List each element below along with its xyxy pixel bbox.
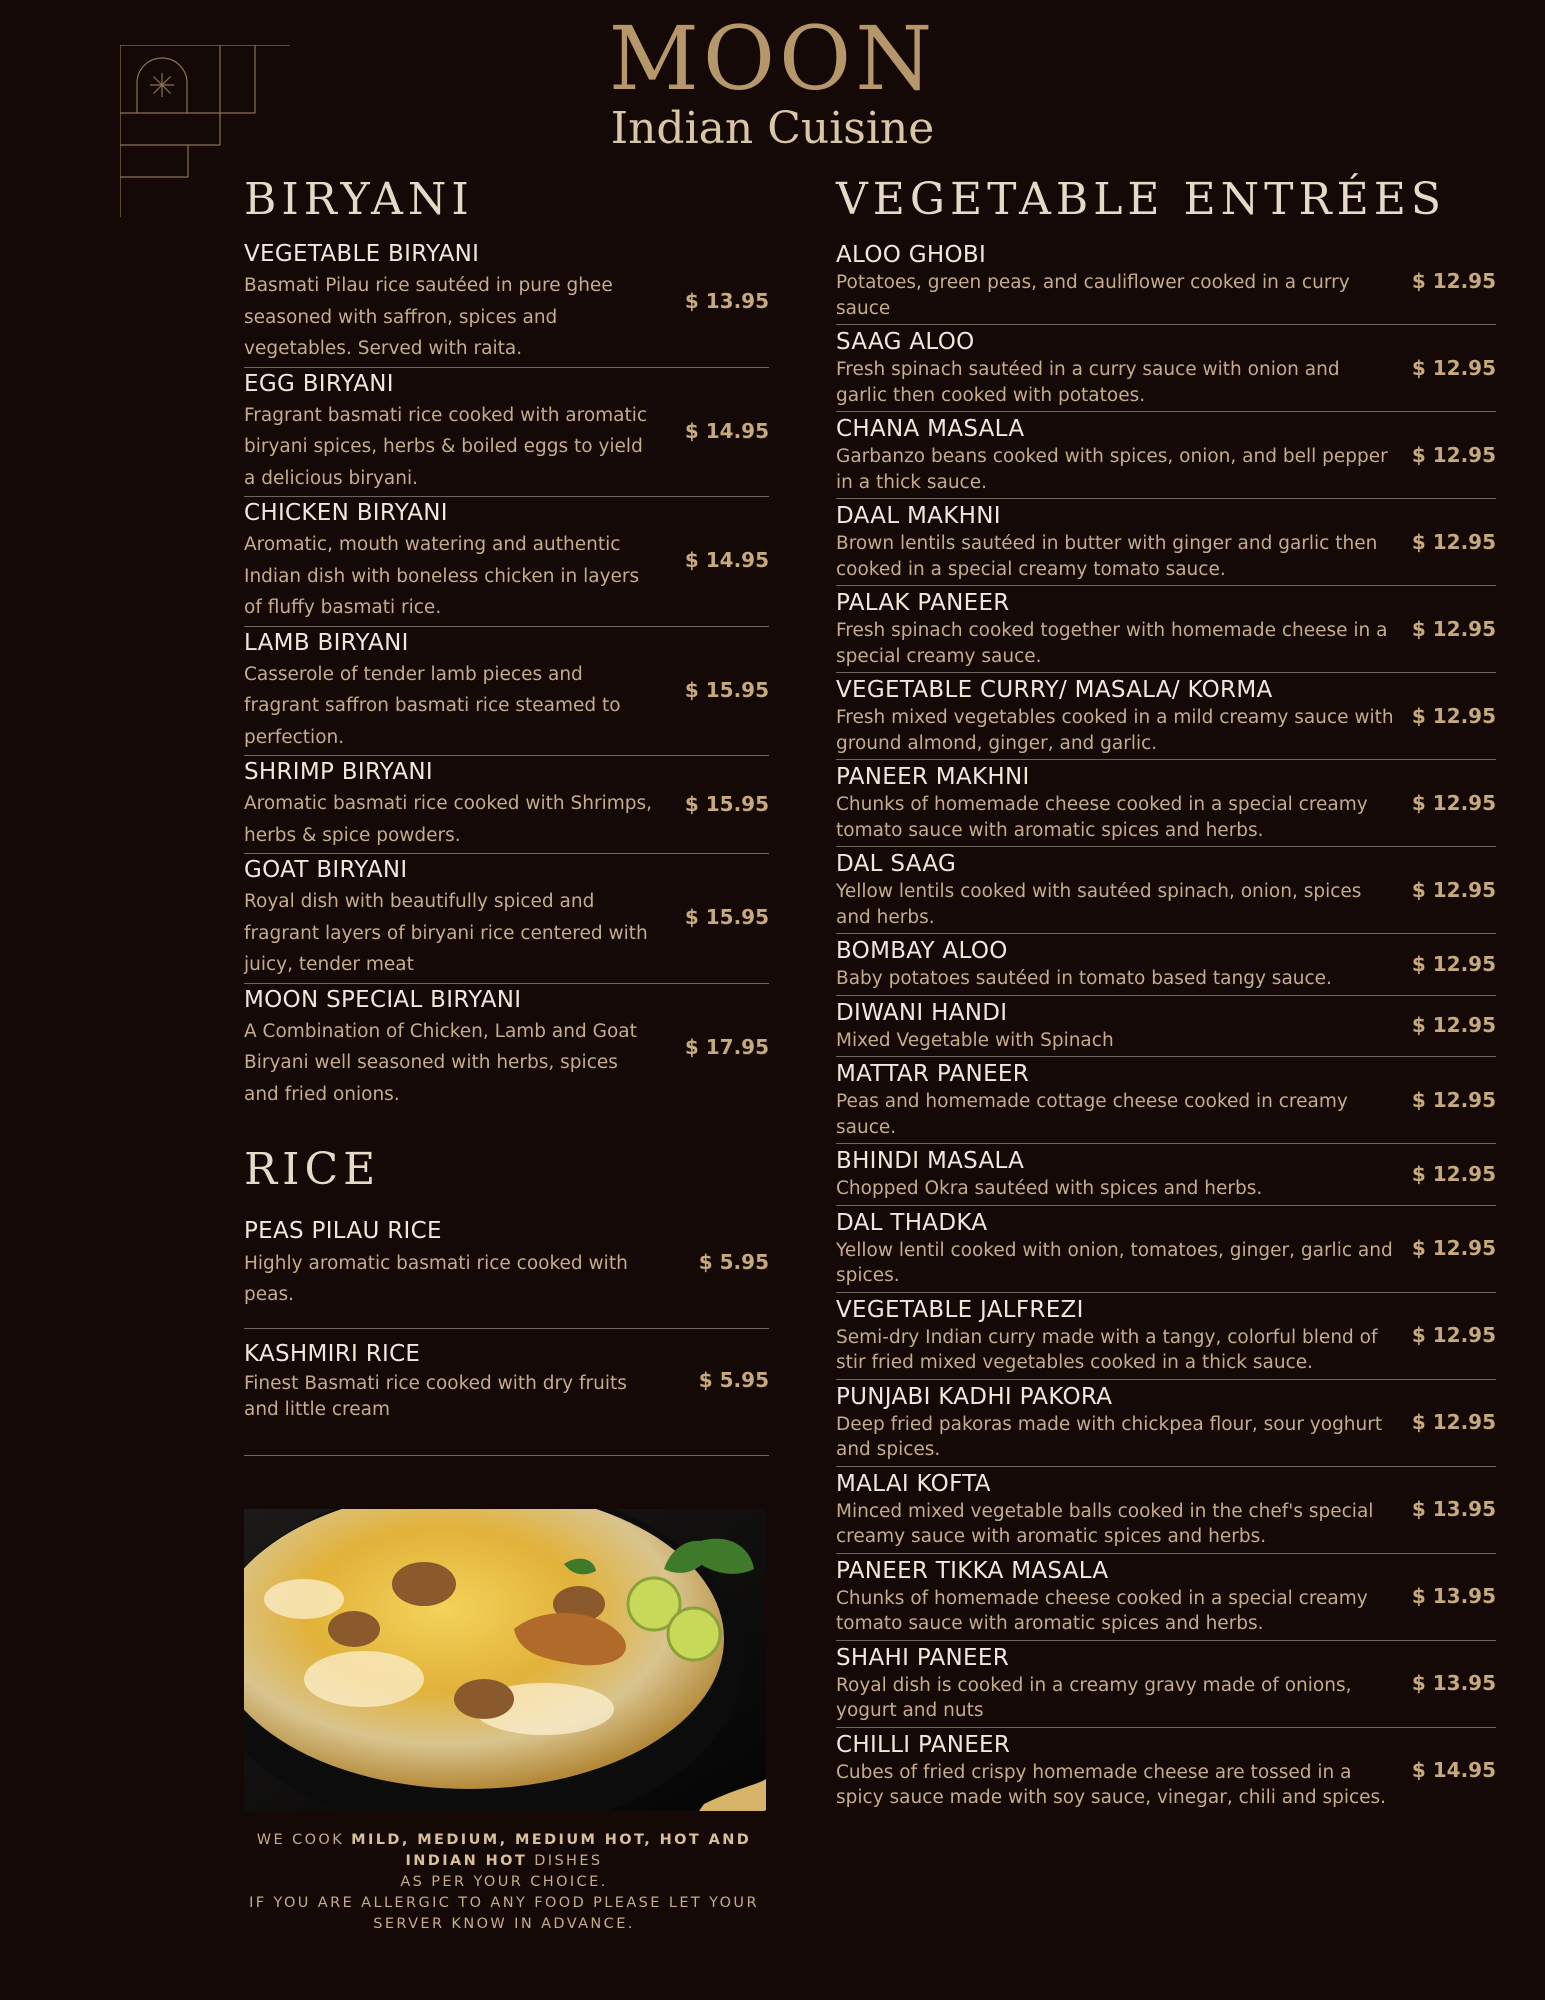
item-name: PANEER MAKHNI <box>836 764 1030 790</box>
menu-item <box>836 847 1496 934</box>
menu-item <box>244 1329 769 1456</box>
item-name: ALOO GHOBI <box>836 242 987 268</box>
item-price: $ 12.95 <box>1411 877 1496 902</box>
biryani-list <box>244 238 769 1112</box>
item-price: $ 12.95 <box>1411 1013 1496 1038</box>
biryani-section-title: BIRYANI <box>244 174 474 225</box>
item-price: $ 12.95 <box>1411 616 1496 641</box>
note-line3: IF YOU ARE ALLERGIC TO ANY FOOD PLEASE LET YOUR SERVER KNOW IN ADVANCE. <box>249 1895 759 1932</box>
item-description: Aromatic, mouth watering and authentic Indian dish with boneless chicken in layers of fluffy basmati rice. <box>244 534 640 618</box>
menu-item <box>836 1057 1496 1144</box>
menu-item <box>836 934 1496 996</box>
right-column <box>836 172 1496 1814</box>
menu-item <box>244 756 769 854</box>
item-price: $ 14.95 <box>684 548 769 573</box>
item-name: CHILLI PANEER <box>836 1731 1011 1758</box>
item-name: SHRIMP BIRYANI <box>244 759 433 785</box>
item-name: CHICKEN BIRYANI <box>244 500 448 526</box>
menu-item <box>836 1293 1496 1380</box>
menu-item <box>244 238 769 368</box>
menu-item <box>836 673 1496 760</box>
item-name: MATTAR PANEER <box>836 1061 1030 1087</box>
item-name: BHINDI MASALA <box>836 1148 1025 1174</box>
menu-item <box>836 760 1496 847</box>
item-name: DAAL MAKHNI <box>836 503 1001 529</box>
item-description: Casserole of tender lamb pieces and fragrant saffron basmati rice steamed to perfection. <box>244 663 621 748</box>
item-description: Fresh spinach cooked together with homemade cheese in a special creamy sauce. <box>836 620 1388 667</box>
menu-item <box>244 854 769 984</box>
menu-item <box>836 499 1496 586</box>
item-description: Highly aromatic basmati rice cooked with peas. <box>244 1253 628 1305</box>
note-line1-post: DISHES <box>527 1853 603 1869</box>
menu-item <box>836 325 1496 412</box>
menu-item <box>244 627 769 757</box>
item-name: DIWANI HANDI <box>836 999 1008 1026</box>
restaurant-subtitle: Indian Cuisine <box>610 103 935 154</box>
item-price: $ 12.95 <box>1411 1087 1496 1112</box>
restaurant-name: MOON <box>608 7 937 110</box>
item-description: Mixed Vegetable with Spinach <box>836 1029 1114 1051</box>
vegetable-list <box>836 238 1496 1814</box>
item-price: $ 13.95 <box>684 289 769 314</box>
item-name: PANEER TIKKA MASALA <box>836 1557 1109 1584</box>
item-description: Deep fried pakoras made with chickpea flour, sour yoghurt and spices. <box>836 1413 1383 1460</box>
item-description: Fragrant basmati rice cooked with aromatic biryani spices, herbs & boiled eggs to yield a delicious biryani. <box>244 404 648 489</box>
item-description: Chunks of homemade cheese cooked in a special creamy tomato sauce with aromatic spices and herbs. <box>836 1587 1368 1634</box>
item-price: $ 12.95 <box>1411 1161 1496 1186</box>
menu-item <box>836 1728 1496 1814</box>
item-description: Semi-dry Indian curry made with a tangy, colorful blend of stir fried mixed vegetables cooked in a thick sauce. <box>836 1326 1378 1373</box>
item-description: A Combination of Chicken, Lamb and Goat Biryani well seasoned with herbs, spices and fried onions. <box>244 1020 637 1105</box>
item-name: SHAHI PANEER <box>836 1644 1010 1671</box>
item-name: PUNJABI KADHI PAKORA <box>836 1383 1113 1410</box>
item-price: $ 5.95 <box>698 1250 769 1274</box>
item-description: Chopped Okra sautéed with spices and herbs. <box>836 1178 1263 1199</box>
item-name: LAMB BIRYANI <box>244 629 409 656</box>
item-name: GOAT BIRYANI <box>244 857 408 883</box>
item-name: VEGETABLE CURRY/ MASALA/ KORMA <box>836 677 1273 703</box>
menu-item <box>836 238 1496 325</box>
menu-item <box>836 1206 1496 1293</box>
item-name: SAAG ALOO <box>836 329 975 355</box>
item-description: Fresh mixed vegetables cooked in a mild creamy sauce with ground almond, ginger, and garlic. <box>836 707 1394 754</box>
menu-item <box>836 1467 1496 1554</box>
item-name: VEGETABLE JALFREZI <box>836 1296 1084 1323</box>
item-description: Minced mixed vegetable balls cooked in the chef's special creamy sauce with aromatic spices and herbs. <box>836 1500 1374 1547</box>
item-description: Yellow lentil cooked with onion, tomatoes, ginger, garlic and spices. <box>836 1239 1393 1286</box>
item-name: PALAK PANEER <box>836 590 1010 616</box>
spice-level-note <box>244 1830 764 1935</box>
item-price: $ 15.95 <box>684 677 769 702</box>
item-description: Cubes of fried crispy homemade cheese are tossed in a spicy sauce made with soy sauce, vinegar, chili and spices. <box>836 1761 1387 1808</box>
item-price: $ 17.95 <box>684 1034 769 1059</box>
rice-section-title: RICE <box>244 1144 381 1195</box>
rice-list <box>244 1208 769 1456</box>
item-name: CHANA MASALA <box>836 416 1025 442</box>
item-price: $ 12.95 <box>1411 790 1496 815</box>
item-description: Aromatic basmati rice cooked with Shrimps, herbs & spice powders. <box>244 793 653 846</box>
item-price: $ 12.95 <box>1411 442 1496 467</box>
menu-item <box>244 497 769 627</box>
item-price: $ 15.95 <box>684 905 769 930</box>
item-price: $ 13.95 <box>1411 1584 1496 1608</box>
item-price: $ 5.95 <box>698 1368 769 1392</box>
item-name: EGG BIRYANI <box>244 370 394 397</box>
item-price: $ 12.95 <box>1411 1323 1496 1347</box>
item-description: Baby potatoes sautéed in tomato based tangy sauce. <box>836 968 1332 989</box>
item-price: $ 12.95 <box>1411 703 1496 728</box>
menu-item <box>836 1554 1496 1641</box>
menu-item <box>836 1641 1496 1728</box>
item-description: Potatoes, green peas, and cauliflower cooked in a curry sauce <box>836 272 1350 319</box>
left-column <box>244 172 769 1456</box>
item-name: BOMBAY ALOO <box>836 938 1008 964</box>
item-price: $ 12.95 <box>1411 1410 1496 1434</box>
menu-item <box>836 586 1496 673</box>
item-name: VEGETABLE BIRYANI <box>244 241 480 267</box>
item-description: Chunks of homemade cheese cooked in a special creamy tomato sauce with aromatic spices and herbs. <box>836 794 1368 841</box>
item-price: $ 13.95 <box>1411 1497 1496 1521</box>
item-description: Fresh spinach sautéed in a curry sauce with onion and garlic then cooked with potatoes. <box>836 359 1340 406</box>
item-name: KASHMIRI RICE <box>244 1341 421 1367</box>
note-line1-bold: MILD, MEDIUM, MEDIUM HOT, HOT AND INDIAN HOT <box>351 1832 752 1869</box>
item-description: Yellow lentils cooked with sautéed spinach, onion, spices and herbs. <box>836 881 1362 928</box>
item-description: Royal dish is cooked in a creamy gravy made of onions, yogurt and nuts <box>836 1674 1352 1721</box>
item-name: MALAI KOFTA <box>836 1470 991 1497</box>
item-price: $ 12.95 <box>1411 951 1496 976</box>
menu-item <box>244 1208 769 1329</box>
item-price: $ 14.95 <box>1411 1758 1496 1782</box>
menu-item <box>836 1144 1496 1206</box>
note-line1-pre: WE COOK <box>256 1832 352 1848</box>
menu-item <box>836 1380 1496 1467</box>
item-name: DAL THADKA <box>836 1209 988 1236</box>
vegetable-section-title: VEGETABLE ENTRÉES <box>836 174 1447 225</box>
menu-item <box>244 984 769 1113</box>
item-description: Finest Basmati rice cooked with dry fruits and little cream <box>244 1373 627 1420</box>
item-price: $ 12.95 <box>1411 268 1496 293</box>
item-description: Peas and homemade cottage cheese cooked in creamy sauce. <box>836 1091 1348 1138</box>
item-price: $ 12.95 <box>1411 529 1496 554</box>
item-price: $ 12.95 <box>1411 355 1496 380</box>
item-name: MOON SPECIAL BIRYANI <box>244 986 522 1013</box>
item-name: DAL SAAG <box>836 851 957 877</box>
item-price: $ 14.95 <box>684 418 769 443</box>
item-price: $ 13.95 <box>1411 1671 1496 1695</box>
item-description: Basmati Pilau rice sautéed in pure ghee seasoned with saffron, spices and vegetables. Served with raita. <box>244 275 613 359</box>
item-name: PEAS PILAU RICE <box>244 1218 442 1244</box>
biryani-photo <box>244 1509 766 1811</box>
item-price: $ 15.95 <box>684 791 769 816</box>
item-description: Brown lentils sautéed in butter with ginger and garlic then cooked in a special creamy tomato sauce. <box>836 533 1378 580</box>
note-line2: AS PER YOUR CHOICE. <box>400 1874 608 1890</box>
menu-item <box>244 368 769 498</box>
item-price: $ 12.95 <box>1411 1236 1496 1260</box>
item-description: Royal dish with beautifully spiced and fragrant layers of biryani rice centered with juicy, tender meat <box>244 891 648 975</box>
menu-item <box>836 412 1496 499</box>
menu-item <box>836 996 1496 1058</box>
item-description: Garbanzo beans cooked with spices, onion, and bell pepper in a thick sauce. <box>836 446 1388 493</box>
